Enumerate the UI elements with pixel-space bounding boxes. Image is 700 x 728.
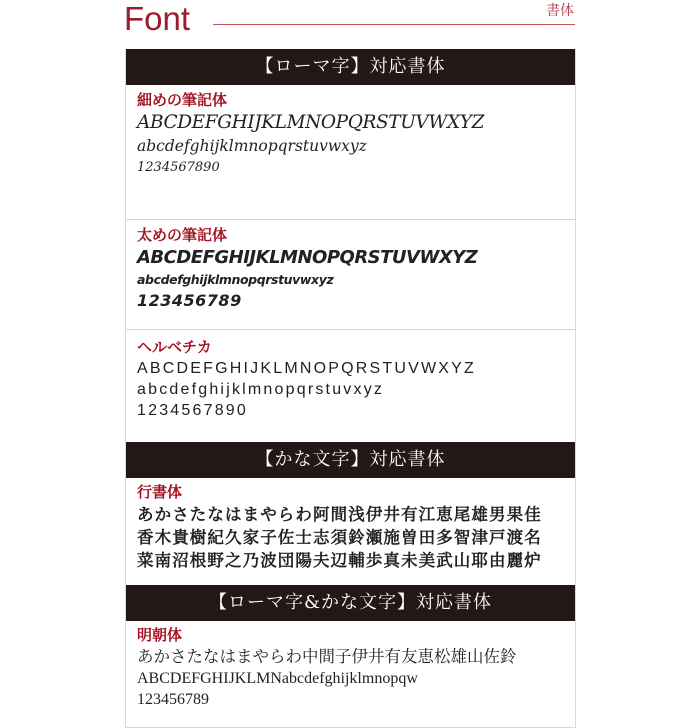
sample-digits: 123456789: [137, 291, 242, 310]
sample-digits: 123456789: [137, 691, 209, 708]
page-header: [0, 0, 700, 45]
font-section-gyosho: [126, 478, 575, 585]
page-title: Font: [124, 0, 191, 37]
sample-lowercase: abcdefghijklmnopqrstuvxyz: [137, 381, 385, 398]
sample-row-3: 菜南沼根野之乃波団陽夫辺輔歩真未美武山耶由麗炉: [137, 551, 542, 570]
font-catalog: [125, 49, 576, 728]
font-name: 太めの筆記体: [137, 226, 228, 244]
group-header-roman: 【ローマ字】対応書体: [126, 49, 575, 85]
group-header-roman-and-kana: 【ローマ字&かな文字】対応書体: [126, 585, 575, 621]
group-header-kana: 【かな文字】対応書体: [126, 442, 575, 478]
font-name: ヘルベチカ: [137, 338, 212, 356]
sample-row-1: あかさたなはまやらわ阿間浅伊井有江恵尾雄男果佳: [137, 505, 542, 524]
sample-kana-kanji: あかさたなはまやらわ中間子伊井有友恵松雄山佐鈴: [137, 647, 517, 666]
font-name: 行書体: [137, 483, 183, 501]
font-section-thin-script: [126, 85, 575, 220]
font-section-helvetica: [126, 330, 575, 442]
page-subtitle: 書体: [546, 3, 574, 19]
font-name: 明朝体: [137, 626, 183, 644]
sample-uppercase: ABCDEFGHIJKLMNOPQRSTUVWXYZ: [137, 112, 485, 133]
sample-lowercase: abcdefghijklmnopqrstuvwxyz: [137, 272, 334, 287]
header-divider: [213, 24, 575, 25]
font-section-mincho: [126, 621, 575, 727]
sample-lowercase: abcdefghijklmnopqrstuvwxyz: [137, 137, 367, 155]
sample-row-2: 香木貴樹紀久家子佐士志須鈴瀬施曽田多智津戸渡名: [137, 528, 542, 547]
sample-digits: 1234567890: [137, 160, 220, 175]
sample-uppercase: ABCDEFGHIJKLMNOPQRSTUVWXYZ: [137, 360, 477, 377]
sample-uppercase: ABCDEFGHIJKLMNOPQRSTUVWXYZ: [137, 247, 478, 268]
font-section-bold-script: [126, 220, 575, 330]
sample-letters: ABCDEFGHIJKLMNabcdefghijklmnopqw: [137, 670, 418, 687]
sample-digits: 1234567890: [137, 402, 248, 419]
font-name: 細めの筆記体: [137, 91, 228, 109]
